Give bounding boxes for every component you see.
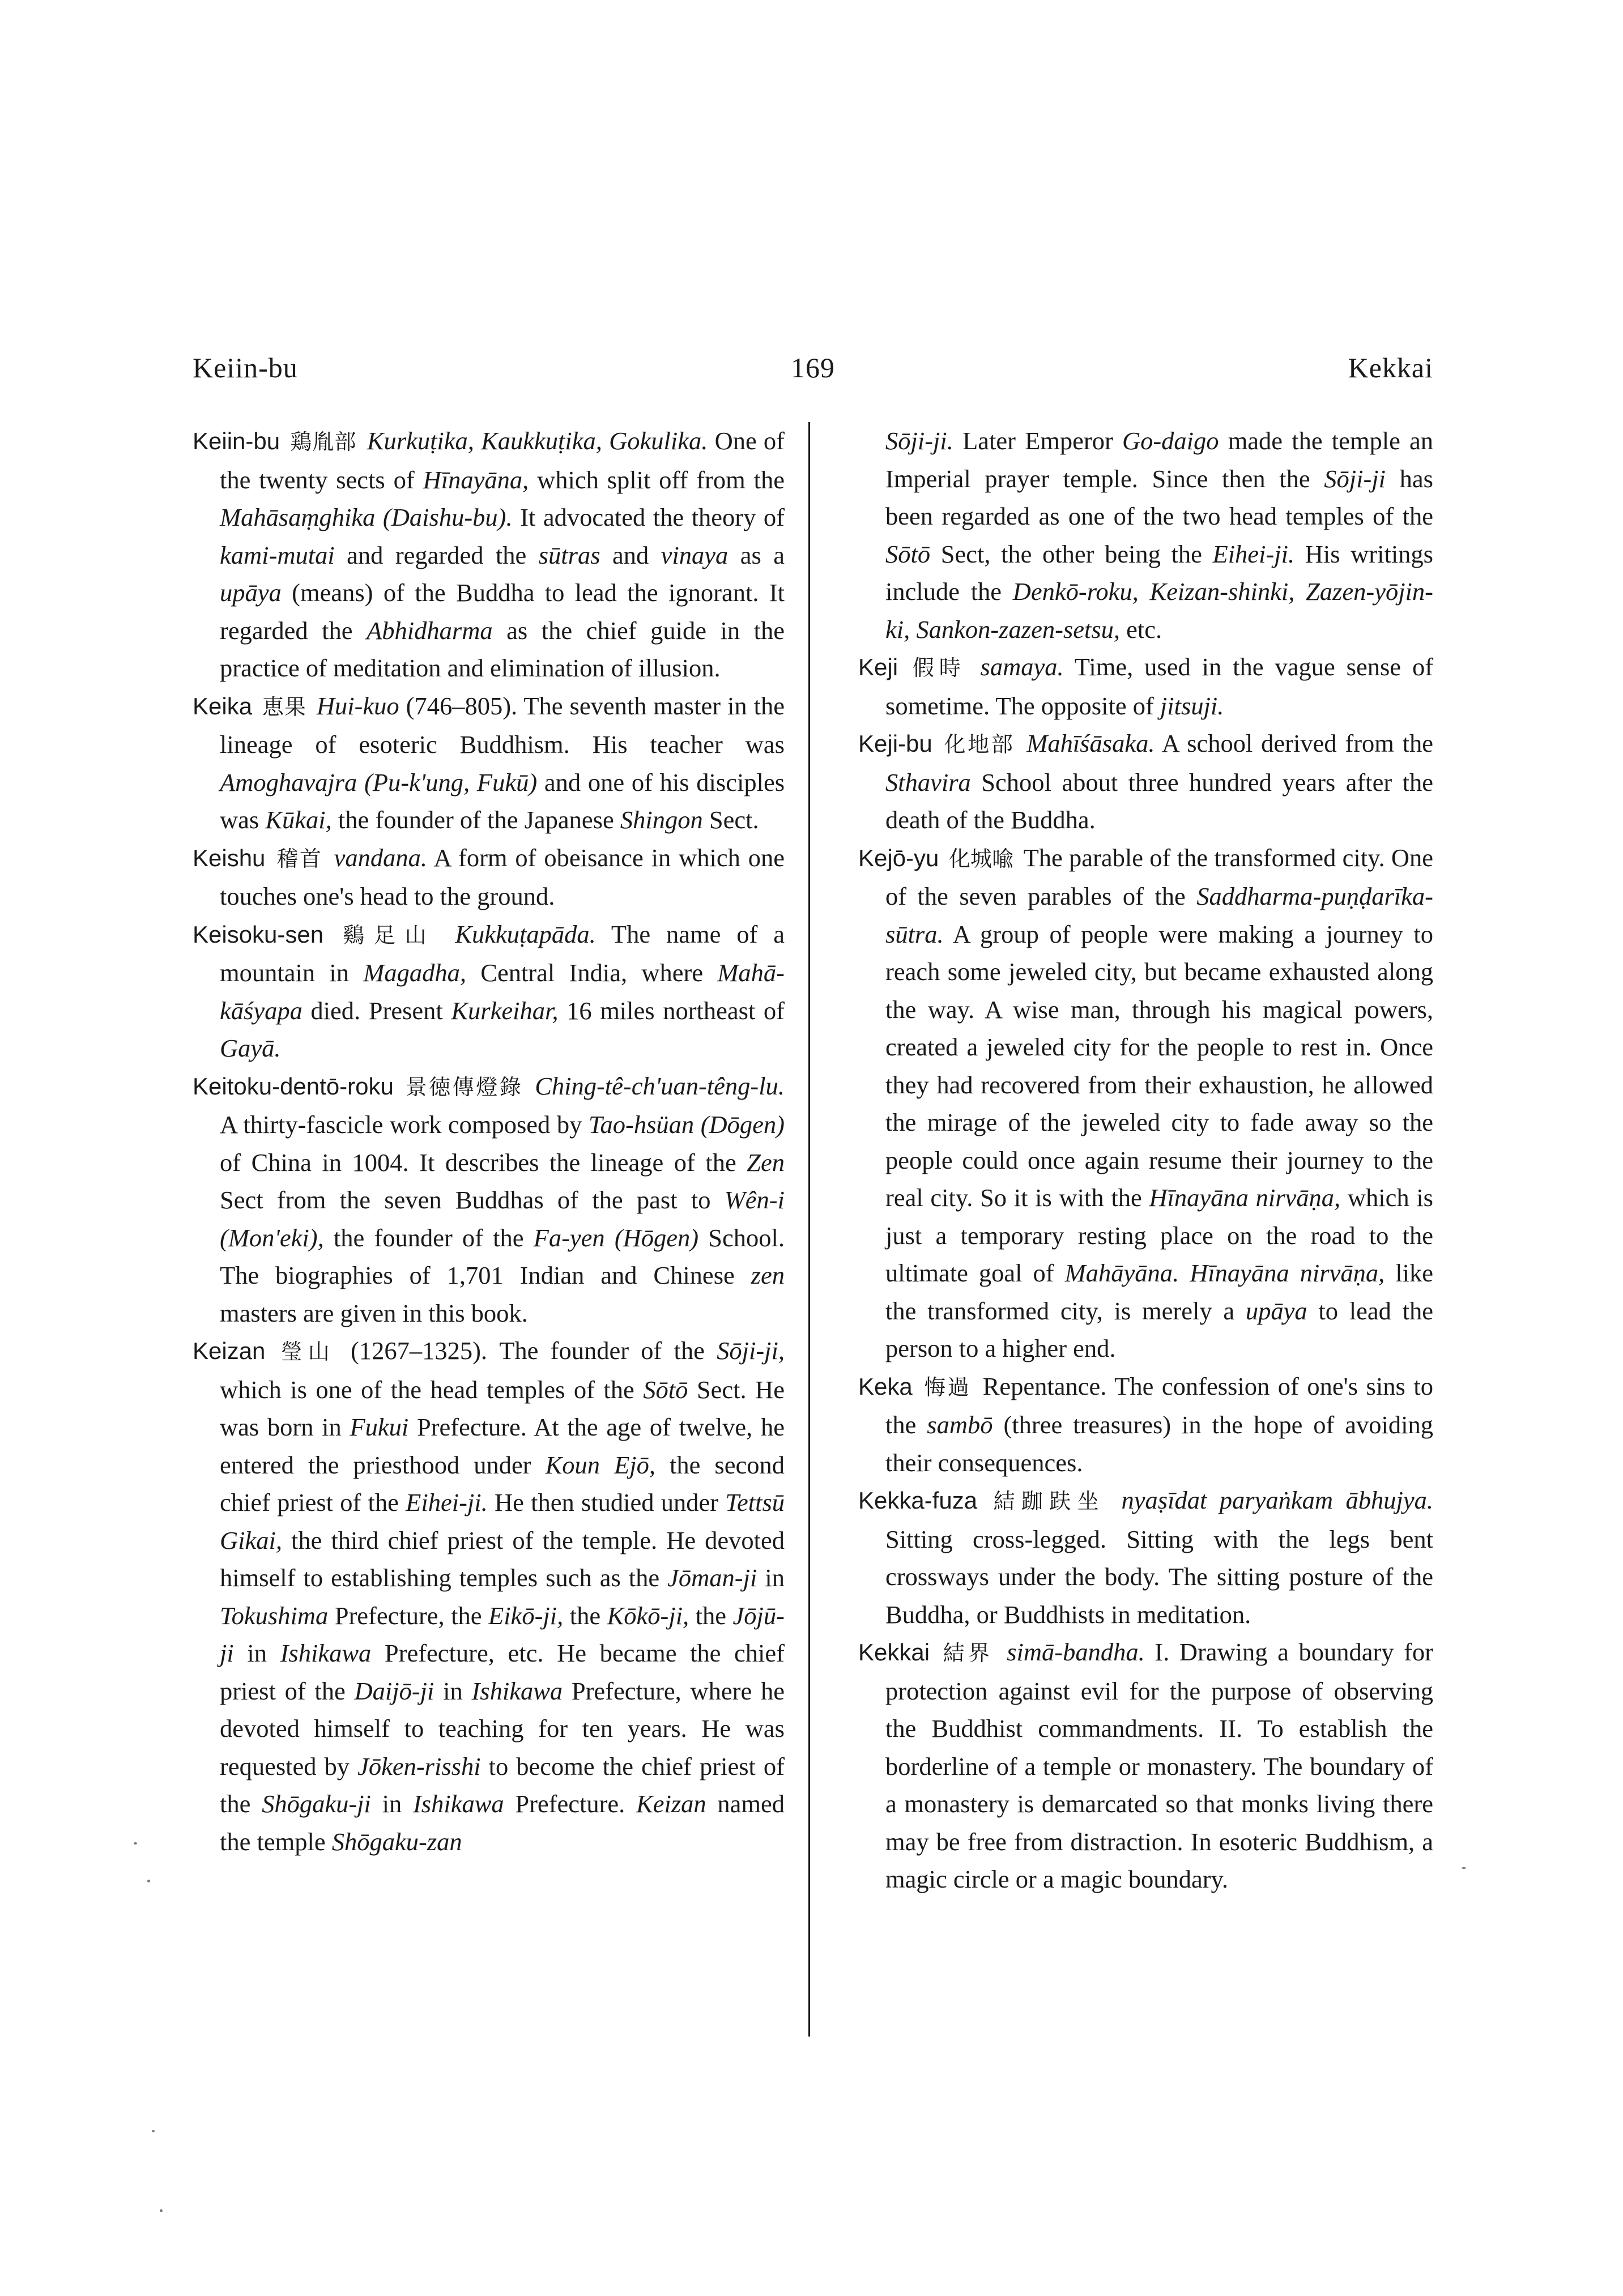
italic-term: Kūkai, (265, 806, 332, 834)
dictionary-entry (858, 725, 1433, 839)
entry-text: 16 miles northeast of (558, 996, 785, 1025)
entry-text: which is just a temporary resting place on the road to the ultimate goal of (885, 1183, 1433, 1287)
entry-kanji: 瑩山 (280, 1339, 335, 1364)
entry-headword: Keitoku-dentō-roku (193, 1072, 394, 1100)
entry-text: and regarded the (334, 540, 539, 569)
scan-speck (134, 1842, 137, 1845)
dictionary-entry (858, 1481, 1433, 1633)
italic-term: Zen (747, 1148, 785, 1177)
italic-term: kami-mutai (220, 540, 335, 569)
entry-text: (means) of the Buddha to lead the ignorant. It regarded the (220, 578, 785, 645)
running-head (193, 351, 1433, 391)
entry-text: He then studied under (487, 1488, 726, 1517)
italic-term: Mahā-kāśyapa (220, 959, 785, 1025)
entry-headword: Keji (858, 654, 898, 680)
entry-kanji: 化城喩 (948, 846, 1014, 871)
entry-text: in (370, 1790, 413, 1818)
italic-term: Gayā. (220, 1034, 281, 1062)
scan-speck (152, 2130, 155, 2132)
entry-headword: Keji-bu (858, 730, 932, 757)
entry-text: the second chief priest of the (220, 1450, 785, 1517)
entry-text: in (757, 1564, 785, 1592)
dictionary-entry (193, 422, 785, 687)
italic-term: Go-daigo (1122, 427, 1219, 455)
italic-term: Fukui (350, 1413, 409, 1441)
italic-term: Sōtō (885, 539, 931, 568)
dictionary-entry (193, 1067, 785, 1332)
entry-kanji: 稽首 (276, 846, 323, 871)
italic-term: Magadha, (363, 959, 466, 987)
italic-term: Mahāyāna. Hīnayāna nirvāṇa, (1064, 1259, 1385, 1287)
entry-text: like the transformed city, is merely a (885, 1259, 1433, 1325)
italic-term: Fa-yen (Hōgen) (533, 1223, 699, 1252)
italic-term: Ching-tê-ch'uan-têng-lu. (535, 1071, 785, 1100)
italic-term: Jōman-ji (667, 1564, 757, 1592)
entry-text: Sect, the other being the (930, 539, 1213, 568)
italic-term: simā-bandha. (1007, 1638, 1145, 1666)
italic-term: Wên-i (Mon'eki), (220, 1186, 785, 1252)
dictionary-entry (858, 1633, 1433, 1898)
entry-headword: Keika (193, 692, 253, 719)
entry-text: masters are given in this book. (220, 1298, 528, 1327)
entry-headword: Keizan (193, 1337, 266, 1364)
italic-term: Sōji-ji (1324, 464, 1386, 493)
entry-text: Prefecture, where he devoted himself to teaching for ten years. He was requested by (220, 1676, 785, 1780)
italic-term: Kurkeihar, (451, 996, 559, 1025)
italic-term: Abhidharma (367, 616, 493, 645)
italic-term: Eihei-ji. (406, 1488, 488, 1517)
italic-term: Sōji-ji. (885, 427, 953, 455)
entry-headword: Keishu (193, 844, 266, 871)
dictionary-entry (193, 915, 785, 1067)
entry-text: as the chief guide in the practice of meditation and elimination of illusion. (220, 616, 785, 682)
italic-term: Tettsū Gikai, (220, 1488, 785, 1554)
entry-text: which split off from the (529, 465, 785, 494)
right-column (858, 422, 1433, 1898)
entry-text: School about three hundred years after the death of the Buddha. (885, 768, 1433, 834)
italic-term: sūtras (538, 540, 600, 569)
entry-text: The parable of the transformed city. One of the seven parables of the (885, 843, 1434, 910)
italic-term: vinaya (661, 540, 729, 569)
entry-text: A form of obeisance in which one touches one's head to the ground. (220, 843, 785, 910)
italic-term: Mahāsaṃghika (Daishu-bu). (220, 503, 513, 531)
italic-term: Amoghavajra (Pu-k'ung, Fukū) (220, 768, 538, 796)
entry-kanji: 結界 (943, 1641, 994, 1665)
italic-term: Shōgaku-ji (262, 1790, 371, 1818)
dictionary-entry (193, 1332, 785, 1860)
entry-text: A school derived from the (1155, 729, 1434, 757)
entry-text: has been regarded as one of the two head temples of the (885, 464, 1433, 530)
entry-text: named the temple (220, 1790, 785, 1856)
scan-speck (160, 2209, 163, 2212)
entry-text: It advocated the theory of (512, 503, 785, 531)
entry-text: Prefecture. (504, 1790, 637, 1818)
italic-term: Tao-hsüan (Dōgen) (588, 1110, 785, 1139)
running-head-right: Kekkai (1348, 352, 1433, 384)
italic-term: Hīnayāna, (423, 465, 529, 494)
italic-term: Shōgaku-zan (331, 1827, 462, 1856)
entry-kanji: 鷄足山 (343, 922, 436, 948)
entry-text: to become the chief priest of the (220, 1752, 785, 1818)
entry-text: Sect from the seven Buddhas of the past to (220, 1186, 725, 1214)
entry-headword: Kekka-fuza (858, 1487, 978, 1514)
entry-headword: Kekkai (858, 1639, 930, 1665)
italic-term: Hīnayāna nirvāṇa, (1149, 1183, 1341, 1212)
italic-term: Keizan (636, 1790, 706, 1818)
entry-text: (1267–1325). The founder of the (351, 1336, 717, 1365)
italic-term: Eikō-ji, (488, 1601, 564, 1630)
entry-text: in (233, 1639, 280, 1667)
italic-term: Denkō-roku, Keizan-shinki, Zazen-yōjin-ki, Sankon-zazen-setsu, (885, 577, 1433, 644)
entry-text: The name of a mountain in (220, 919, 785, 987)
entry-text: of China in 1004. It describes the lineage of the (220, 1148, 747, 1177)
italic-term: Sōji-ji, (717, 1336, 785, 1365)
italic-term: Mahīśāsaka. (1026, 729, 1155, 757)
entry-text: the (689, 1601, 733, 1630)
entry-text: Time, used in the vague sense of sometime. The opposite of (885, 653, 1434, 720)
entry-text: as a (728, 540, 785, 569)
italic-term: Hui-kuo (316, 691, 399, 720)
entry-text: A thirty-fascicle work composed by (220, 1110, 589, 1139)
entry-text: I. Drawing a boundary for protection against evil for the purpose of observing the Buddhist commandments. II. To establish the borderline of a temple or monastery. The boundary of a monastery is demarcated so that monks living there may be free from distraction. In esoteric Buddhism, a magic circle or a magic boundary. (885, 1638, 1434, 1893)
entry-kanji: 化地部 (944, 732, 1015, 757)
entry-kanji: 悔過 (924, 1374, 972, 1400)
entry-text: His writings include the (885, 539, 1433, 606)
entry-text: and (600, 540, 661, 569)
column-rule (808, 422, 810, 2037)
entry-text: the third chief priest of the temple. He devoted himself to establishing temples such as the (220, 1526, 785, 1592)
running-head-left: Keiin-bu (193, 352, 298, 384)
entry-text: Later Emperor (953, 427, 1122, 455)
italic-term: Ishikawa (471, 1676, 563, 1705)
entry-text: the founder of the Japanese (331, 806, 620, 834)
italic-term: Jōken-risshi (357, 1752, 481, 1780)
italic-term: Tokushima (220, 1601, 329, 1630)
italic-term: Ishikawa (280, 1639, 372, 1667)
italic-term: zen (751, 1261, 785, 1289)
entry-text: etc. (1120, 615, 1162, 644)
italic-term: Daijō-ji (354, 1676, 434, 1705)
entry-text: School. The biographies of 1,701 Indian and Chinese (220, 1223, 785, 1289)
entry-text: Prefecture, the (328, 1601, 489, 1630)
entry-text: which is one of the head temples of the (220, 1375, 644, 1404)
entry-text: Central India, where (466, 959, 718, 987)
entry-text: the founder of the (323, 1223, 534, 1252)
entry-headword: Keisoku-sen (193, 921, 324, 948)
entry-text: Sect. (702, 806, 759, 834)
entry-text: One of the twenty sects of (220, 427, 785, 494)
entry-text: to lead the person to a higher end. (885, 1296, 1433, 1362)
italic-term: Sthavira (885, 768, 971, 796)
italic-term: Jōjū-ji (220, 1601, 785, 1667)
scan-speck (1462, 1867, 1466, 1869)
entry-text: Prefecture, etc. He became the chief priest of the (220, 1639, 785, 1705)
italic-term: upāya (220, 578, 282, 607)
italic-term: vandana. (334, 843, 428, 872)
dictionary-entry-continuation (858, 422, 1433, 648)
italic-term: Sōtō (643, 1375, 688, 1404)
italic-term: Saddharma-puṇḍarīka-sūtra. (885, 882, 1433, 948)
italic-term: Ishikawa (412, 1790, 504, 1818)
entry-kanji: 假時 (912, 655, 966, 680)
entry-text: Sitting cross-legged. Sitting with the legs bent crossways under the body. The sitting posture of the Buddha, or Buddhists in meditation. (885, 1524, 1433, 1629)
page-number: 169 (791, 352, 835, 384)
entry-text: A group of people were making a journey to reach some jeweled city, but became exhausted along the way. A wise man, through his magical powers, created a jeweled city for the people to rest in. Once they had recovered from their exhaustion, he allowed the mirage of the jeweled city to fade away so the people could once again resume their journey to the real city. So it is with the (885, 919, 1433, 1212)
italic-term: Shingon (620, 806, 703, 834)
italic-term: Koun Ejō, (545, 1450, 655, 1479)
entry-text: the (563, 1601, 607, 1630)
entry-text: (746–805). The seventh master in the lineage of esoteric Buddhism. His teacher was (220, 691, 785, 759)
entry-text: Prefecture. At the age of twelve, he entered the priesthood under (220, 1413, 785, 1479)
italic-term: Kurkuṭika, Kaukkuṭika, Gokulika. (367, 427, 708, 455)
entry-text: made the temple an Imperial prayer temple. Since then the (885, 427, 1433, 493)
italic-term: samaya. (980, 653, 1064, 681)
italic-term: Kōkō-ji, (607, 1601, 689, 1630)
entry-text: in (434, 1676, 472, 1705)
dictionary-entry (858, 648, 1433, 725)
entry-kanji: 恵果 (262, 694, 306, 719)
italic-term: jitsuji. (1160, 691, 1224, 720)
entry-text: Repentance. The confession of one's sins to the (885, 1371, 1433, 1439)
left-column (193, 422, 785, 1860)
entry-kanji: 結跏趺坐 (993, 1489, 1106, 1514)
entry-text: and one of his disciples was (220, 768, 785, 834)
italic-term: Kukkuṭapāda. (455, 919, 596, 948)
italic-term: nyaṣīdat paryaṅkam ābhujya. (1121, 1486, 1433, 1514)
scan-speck (147, 1880, 150, 1882)
dictionary-entry (858, 839, 1433, 1368)
entry-headword: Keiin-bu (193, 428, 280, 454)
italic-term: sambō (927, 1411, 993, 1439)
entry-text: Sect. He was born in (220, 1375, 785, 1441)
entry-text: died. Present (302, 996, 451, 1025)
entry-headword: Keka (858, 1373, 913, 1400)
dictionary-entry (193, 839, 785, 915)
italic-term: Eihei-ji. (1212, 539, 1295, 568)
dictionary-entry (193, 687, 785, 839)
entry-kanji: 鶏胤部 (290, 429, 357, 454)
entry-headword: Kejō-yu (858, 844, 939, 871)
dictionary-entry (858, 1368, 1433, 1482)
entry-text: (three treasures) in the hope of avoiding their consequences. (885, 1411, 1433, 1477)
italic-term: upāya (1245, 1296, 1307, 1325)
entry-kanji: 景徳傳燈錄 (405, 1074, 523, 1100)
